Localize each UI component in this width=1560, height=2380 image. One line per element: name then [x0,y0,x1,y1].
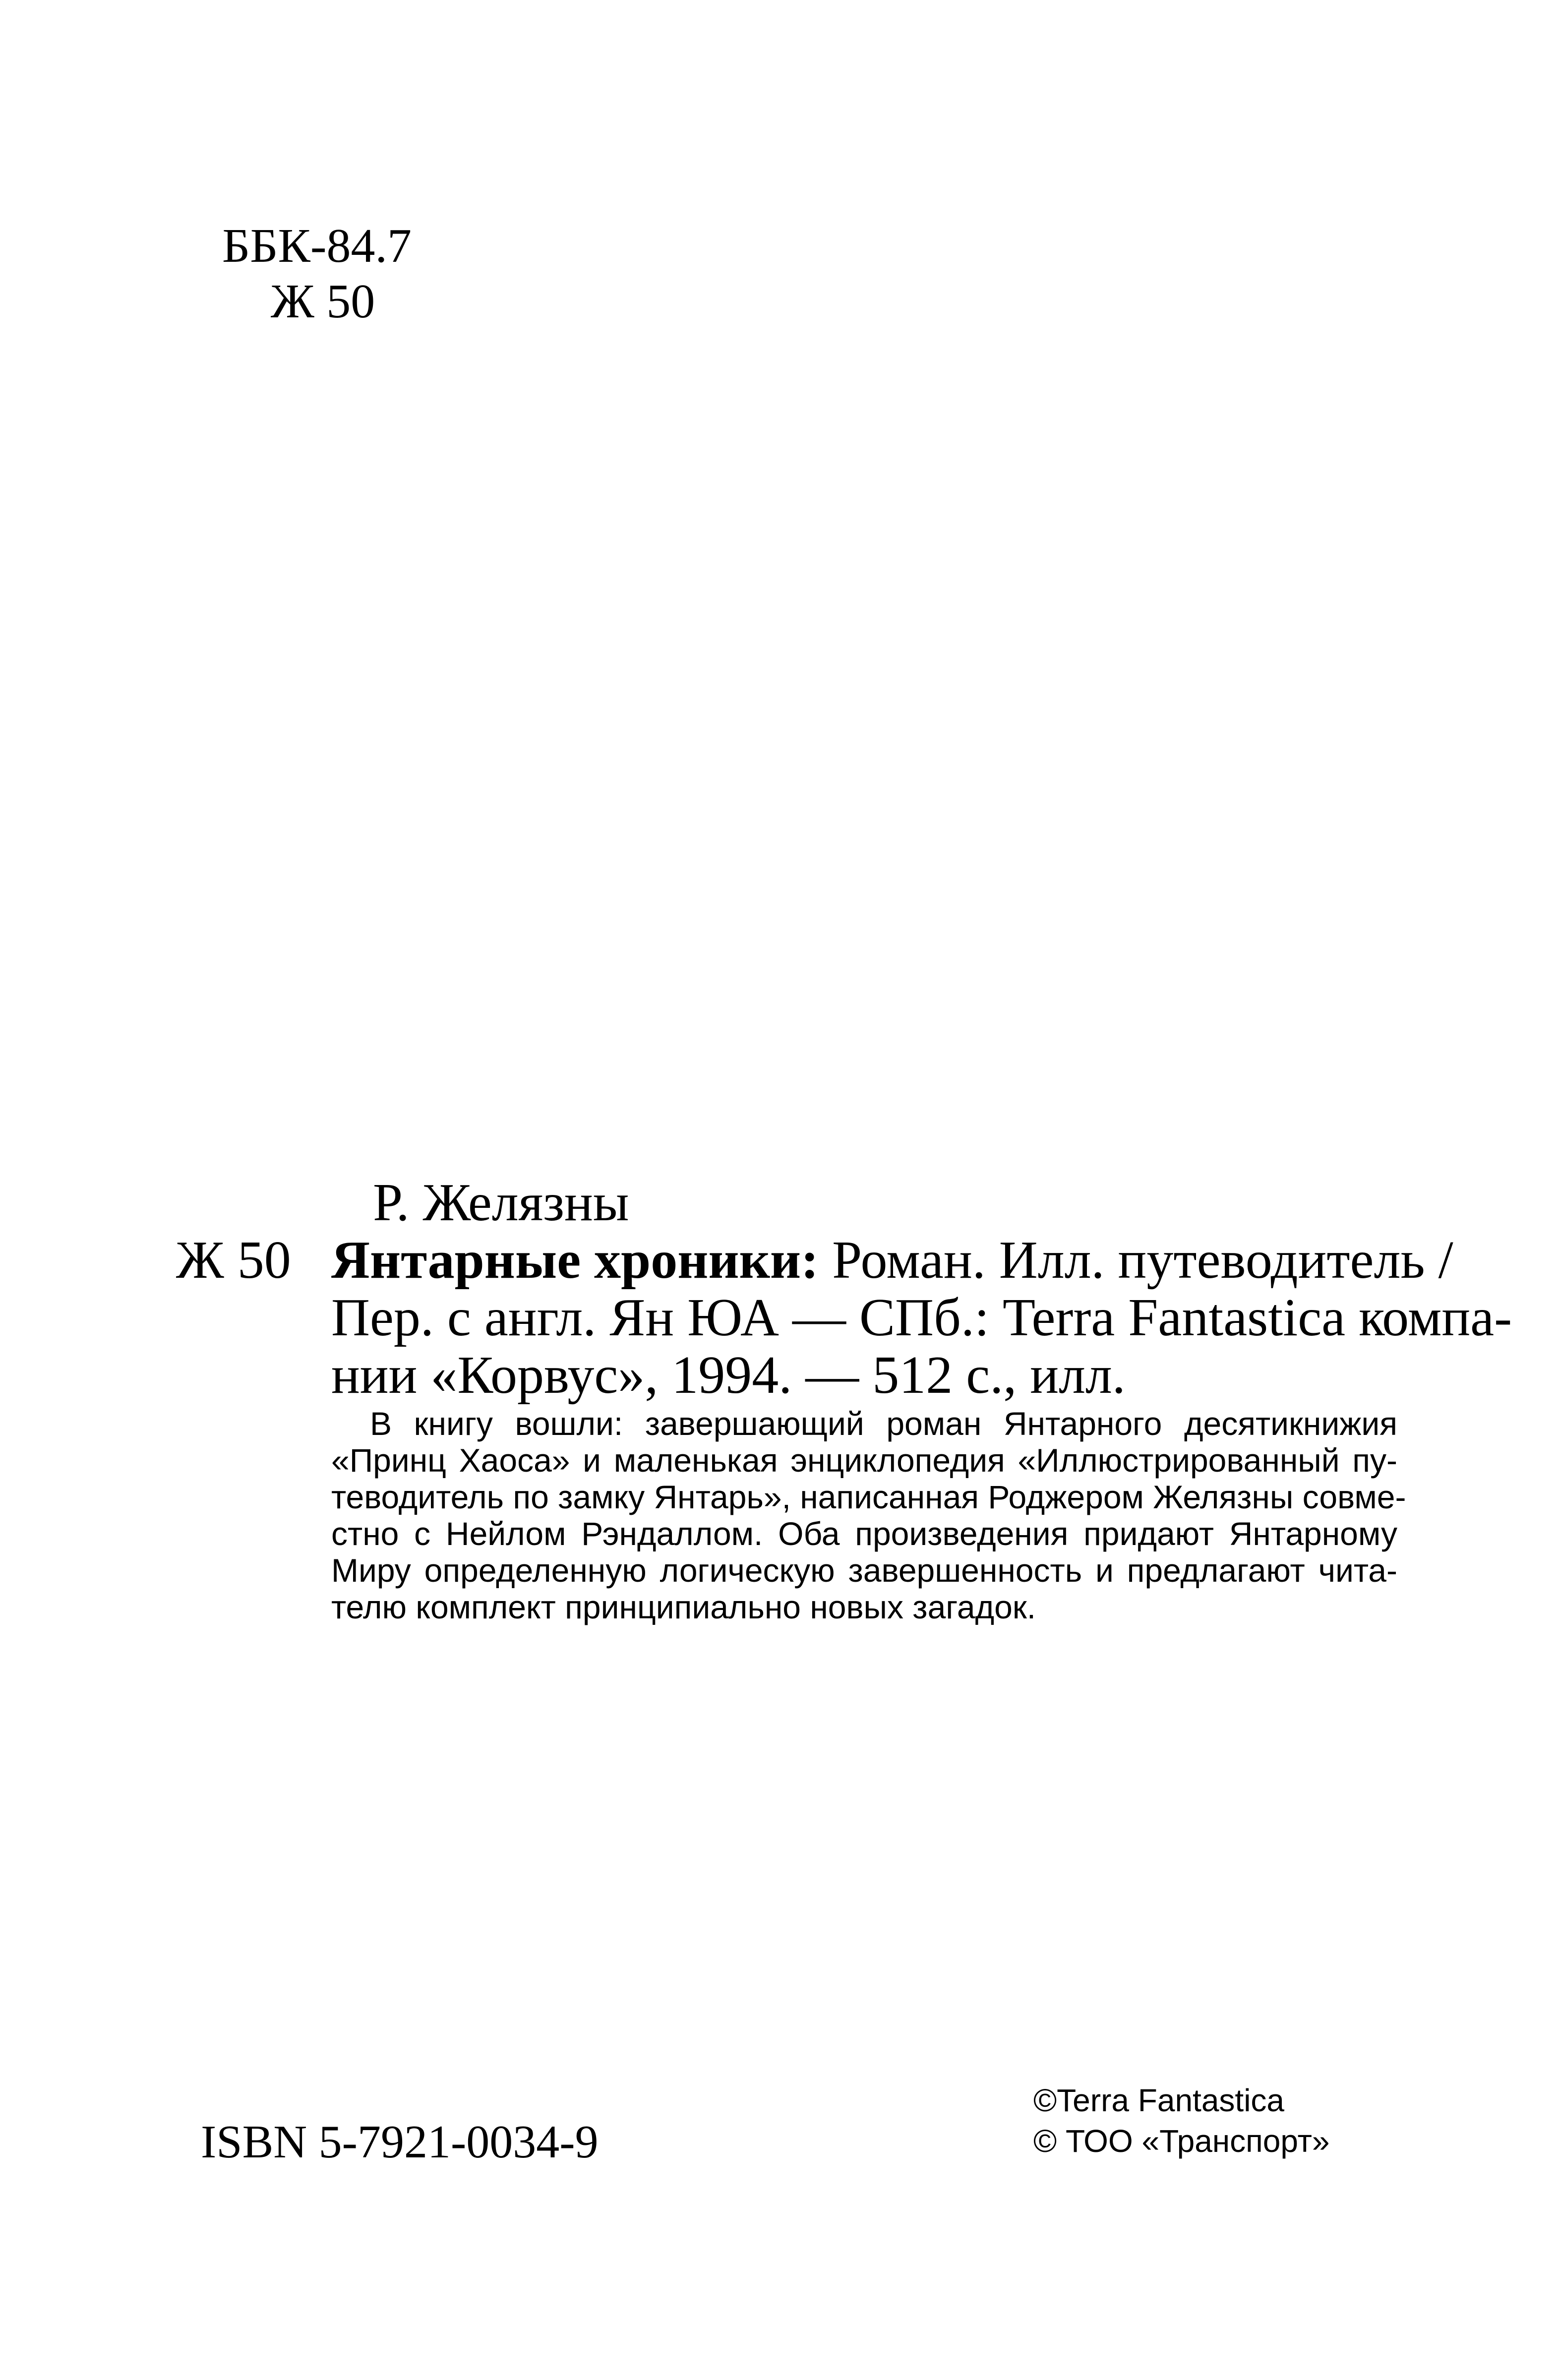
copyright-block [1033,2080,1329,2161]
annotation-line: В книгу вошли: завершающий роман Янтарного десятикнижия [370,1405,1397,1442]
entry-author-mark: Ж 50 [176,1231,291,1290]
annotation-paragraph [331,1405,1406,1625]
annotation-line: Миру определенную логическую завершенность и предлагают чита- [331,1552,1397,1589]
book-title: Янтарные хроники: [331,1231,819,1290]
copyright-line-1: ©Terra Fantastica [1033,2082,1284,2118]
author-mark-code: Ж 50 [271,275,375,328]
author-name: Р. Желязны [373,1173,629,1232]
annotation-line: телю комплект принципиально новых загадок. [331,1589,1036,1625]
bibliographic-entry [331,1231,1512,1405]
entry-line-3: нии «Корвус», 1994. — 512 с., илл. [331,1346,1126,1405]
entry-line-1 [331,1231,1453,1290]
entry-line-2: Пер. с англ. Ян ЮА — СПб.: Terra Fantastica компа- [331,1288,1512,1347]
annotation-line: теводитель по замку Янтарь», написанная Роджером Желязны совме- [331,1479,1406,1515]
annotation-line: «Принц Хаоса» и маленькая энциклопедия «Иллюстрированный пу- [331,1442,1397,1479]
bbk-code: ББК-84.7 [222,219,412,273]
annotation-line: стно с Нейлом Рэндаллом. Оба произведения придают Янтарному [331,1515,1397,1552]
copyright-line-2: © ТОО «Транспорт» [1033,2123,1330,2159]
classification-block [222,218,412,329]
entry-line-1-rest: Роман. Илл. путеводитель / [832,1231,1453,1290]
isbn: ISBN 5-7921-0034-9 [201,2116,599,2168]
